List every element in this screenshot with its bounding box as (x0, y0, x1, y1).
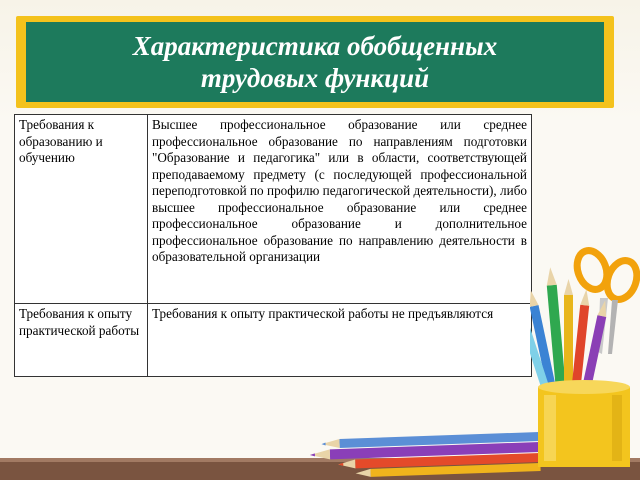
table-cell-label: Требования к образованию и обучению (15, 115, 148, 304)
table-cell-value: Высшее профессиональное образование или среднее профессиональное образование по направлениям подготовки "Образование и педагогика" или в области, соответствующей преподаваемому предмету (с последующей профессиональной переподготовкой по профилю педагогической деятельности), либо высшее профессиональное образование или среднее профессиональное образование и дополнительное профессиональное образование по направлению деятельности в образовательной организации (148, 115, 532, 304)
header-frame (16, 16, 614, 108)
pencil-cup-icon (530, 255, 640, 470)
slide-title: Характеристика обобщенных трудовых функций (132, 31, 498, 93)
table-row (15, 115, 532, 304)
table-cell-label: Требования к опыту практической работы (15, 304, 148, 377)
crayons-icon (300, 430, 550, 480)
table-row (15, 304, 532, 377)
requirements-table (14, 114, 532, 377)
header-board (26, 22, 604, 102)
table-cell-value: Требования к опыту практической работы не предъявляются (148, 304, 532, 377)
